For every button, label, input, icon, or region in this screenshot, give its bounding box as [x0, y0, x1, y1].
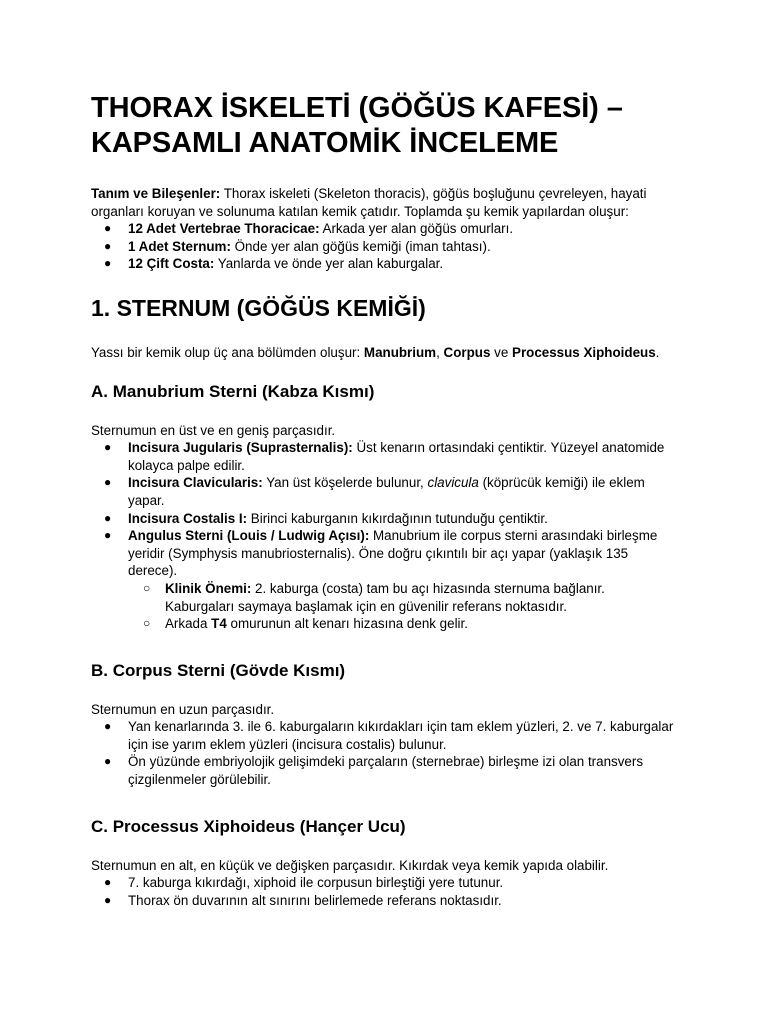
- list-item: ● 12 Çift Costa: Yanlarda ve önde yer alan kaburgalar.: [104, 256, 444, 272]
- list-item: ● Ön yüzünde embriyolojik gelişimdeki parçaların (sternebrae) birleşme izi olan transvers çizgilenmeler görülebilir.: [104, 754, 644, 788]
- section-heading-sternum: 1. STERNUM (GÖĞÜS KEMİĞİ): [91, 294, 426, 321]
- manubrium-intro: Sternumun en üst ve en geniş parçasıdır.: [91, 422, 336, 438]
- corpus-intro: Sternumun en uzun parçasıdır.: [91, 701, 275, 717]
- list-item: ● Incisura Clavicularis: Yan üst köşelerde bulunur, clavicula (köprücük kemiği) ile eklem yapar.: [104, 475, 645, 508]
- sternum-intro: Yassı bir kemik olup üç ana bölümden oluşur: Manubrium, Corpus ve Processus Xiphoideus.: [91, 344, 660, 360]
- bullet-icon: ●: [104, 875, 112, 890]
- bullet-icon: ●: [104, 510, 112, 525]
- subsection-heading-corpus: B. Corpus Sterni (Gövde Kısmı): [91, 660, 346, 680]
- list-item: ● 1 Adet Sternum: Önde yer alan göğüs kemiği (iman tahtası).: [104, 238, 491, 254]
- bullet-icon: ●: [104, 221, 112, 236]
- intro-label: Tanım ve Bileşenler:: [91, 186, 221, 201]
- subsection-heading-xiphoid: C. Processus Xiphoideus (Hançer Ucu): [91, 816, 406, 836]
- intro-list: [91, 220, 677, 273]
- manubrium-list: [91, 439, 677, 580]
- bullet-icon: ●: [104, 528, 112, 543]
- xiphoid-list: [91, 874, 677, 909]
- circle-bullet-icon: ○: [143, 616, 151, 631]
- intro-text: Thorax iskeleti (Skeleton thoracis), göğüs boşluğunu çevreleyen, hayati organları koruyan ve solunuma katılan kemik çatıdır. Toplamda şu kemik yapılardan oluşur:: [91, 186, 647, 219]
- bullet-icon: ●: [104, 719, 112, 734]
- document-title: THORAX İSKELETİ (GÖĞÜS KAFESİ) – KAPSAMLI ANATOMİK İNCELEME: [91, 92, 623, 159]
- xiphoid-intro: Sternumun en alt, en küçük ve değişken parçasıdır. Kıkırdak veya kemik yapıda olabilir.: [91, 857, 609, 873]
- bullet-icon: ●: [104, 475, 112, 490]
- bullet-icon: ●: [104, 440, 112, 455]
- bullet-icon: ●: [104, 238, 112, 253]
- list-item: ● Yan kenarlarında 3. ile 6. kaburgaların kıkırdakları için tam eklem yüzleri, 2. ve 7. kaburgalar için ise yarım eklem yüzleri (incisura costalis) bulunur.: [104, 719, 674, 752]
- manubrium-sublist: [91, 580, 677, 633]
- intro-paragraph: [91, 185, 677, 220]
- bullet-icon: ●: [104, 754, 112, 769]
- bullet-icon: ●: [104, 892, 112, 907]
- list-item: ● Incisura Jugularis (Suprasternalis): Üst kenarın ortasındaki çentiktir. Yüzeyel anatomide kolayca palpe edilir.: [104, 440, 665, 473]
- list-item: ● 12 Adet Vertebrae Thoracicae: Arkada yer alan göğüs omurları.: [104, 221, 514, 237]
- list-item: ● 7. kaburga kıkırdağı, xiphoid ile corpusun birleştiği yere tutunur.: [104, 875, 504, 891]
- circle-bullet-icon: ○: [143, 580, 151, 595]
- list-item: ● Angulus Sterni (Louis / Ludwig Açısı): Manubrium ile corpus sterni arasındaki birleşme yeridir (Symphysis manubriosternalis). Öne doğru çıkıntılı bir açı yapar (yaklaşık 135 derece).: [104, 528, 658, 579]
- list-item: ○ Klinik Önemi: 2. kaburga (costa) tam bu açı hizasında sternuma bağlanır. Kaburgaları saymaya başlamak için en güvenilir referans noktasıdır.: [143, 580, 605, 614]
- list-item: ● Incisura Costalis I: Birinci kaburganın kıkırdağının tutunduğu çentiktir.: [104, 510, 548, 526]
- bullet-icon: ●: [104, 256, 112, 271]
- subsection-heading-manubrium: A. Manubrium Sterni (Kabza Kısmı): [91, 381, 375, 401]
- corpus-list: [91, 718, 677, 788]
- list-item: ○ Arkada T4 omurunun alt kenarı hizasına denk gelir.: [143, 616, 468, 632]
- list-item: ● Thorax ön duvarının alt sınırını belirlemede referans noktasıdır.: [104, 892, 502, 908]
